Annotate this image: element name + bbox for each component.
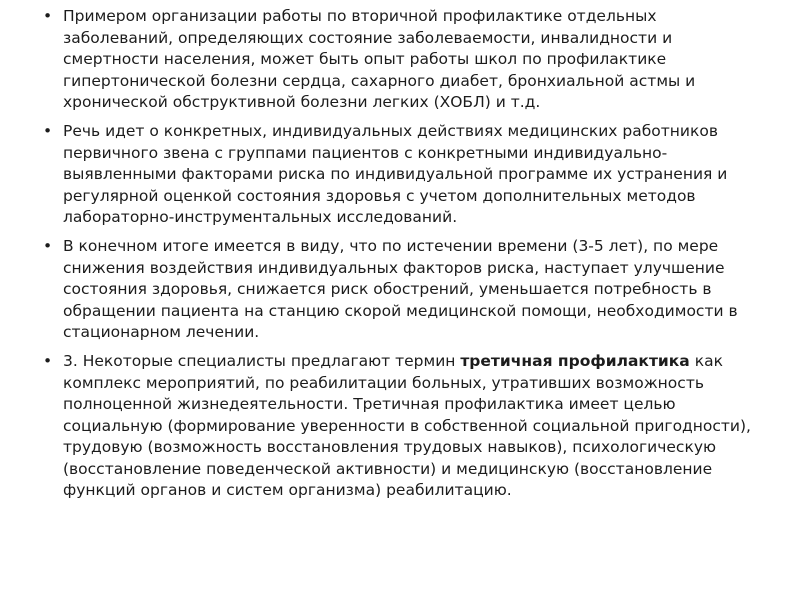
- bullet-icon: •: [43, 7, 53, 25]
- bullet-item-individual-actions: [42, 121, 762, 229]
- bullet-icon: •: [43, 351, 53, 370]
- bullet-item-secondary-prevention-schools: [42, 6, 762, 114]
- paragraph-text-suffix: как комплекс мероприятий, по реабилитации больных, утративших возможность полноценной жизнедеятельности. Третичная профилактика имеет целью социальную (формирование уверенности в собственной социальной пригодности), трудовую (возможность восстановления трудовых навыков), психологическую (восстановление поведенческой активности) и медицинскую (восстановление функций органов и систем организма) реабилитацию.: [63, 351, 751, 500]
- bullet-icon: •: [43, 121, 53, 140]
- bullet-icon: •: [43, 236, 53, 255]
- term-tertiary-prevention: третичная профилактика: [460, 351, 690, 370]
- paragraph-text: Примером организации работы по вторичной профилактике отдельных заболеваний, определяющих состояние заболеваемости, инвалидности и смертности населения, может быть опыт работы школ по профилактике гипертонической болезни сердца, сахарного диабет, бронхиальной астмы и хронической обструктивной болезни легких (ХОБЛ) и т.д.: [63, 7, 696, 112]
- bullet-item-tertiary-prevention: [42, 351, 762, 502]
- paragraph-text: В конечном итоге имеется в виду, что по истечении времени (3-5 лет), по мере снижения воздействия индивидуальных факторов риска, наступает улучшение состояния здоровья, снижается риск обострений, уменьшается потребность в обращении пациента на станцию скорой медицинской помощи, необходимости в стационарном лечении.: [63, 236, 738, 342]
- bullet-list: [42, 6, 762, 509]
- bullet-item-final-outcome: [42, 236, 762, 344]
- paragraph-text: Речь идет о конкретных, индивидуальных действиях медицинских работников первичного звена с группами пациентов с конкретными индивидуально-выявленными факторами риска по индивидуальной программе их устранения и регулярной оценкой состояния здоровья с учетом дополнительных методов лабораторно-инструментальных исследований.: [63, 121, 728, 227]
- paragraph-text-prefix: 3. Некоторые специалисты предлагают термин: [63, 351, 461, 370]
